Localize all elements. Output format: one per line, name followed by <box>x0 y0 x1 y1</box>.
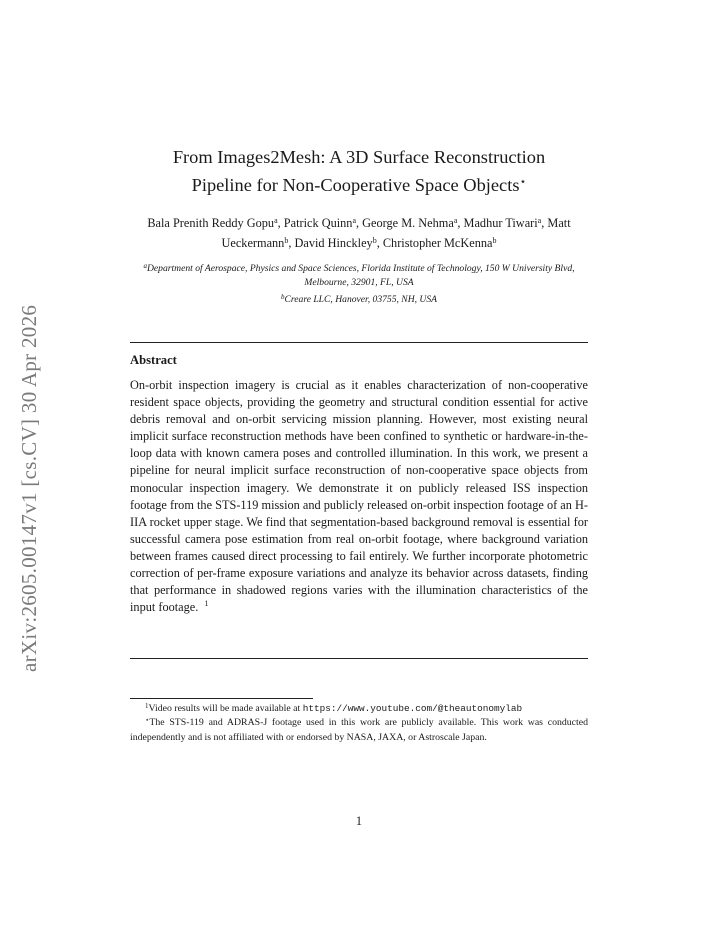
footnotes <box>130 702 588 745</box>
footnote-separator <box>130 698 313 699</box>
title-line-1: From Images2Mesh: A 3D Surface Reconstruction <box>172 147 546 167</box>
affiliations <box>130 259 588 307</box>
author-name: Patrick Quinn <box>283 216 353 230</box>
abstract-bottom-rule <box>130 658 588 659</box>
affiliation-mark: a <box>274 216 278 225</box>
footnote-star <box>130 716 588 745</box>
title-star-mark: ⋆ <box>519 176 527 188</box>
affiliation-b <box>130 290 588 307</box>
author-name: George M. Nehma <box>362 216 454 230</box>
footnote-1 <box>130 702 588 716</box>
affiliation-mark: a <box>143 262 147 270</box>
affiliation-b-text: Creare LLC, Hanover, 03755, NH, USA <box>284 294 438 305</box>
affiliation-mark: b <box>492 236 497 245</box>
footnote-url-link[interactable]: https://www.youtube.com/@theautonomylab <box>302 703 523 714</box>
affiliation-mark: a <box>537 216 542 225</box>
affiliation-a <box>130 259 588 290</box>
affiliation-a-text: Department of Aerospace, Physics and Space Sciences, Florida Institute of Technology, 150 W University Blvd, Melbourne, 32901, FL, USA <box>146 263 575 288</box>
title-line-2-text: Pipeline for Non-Cooperative Space Objects <box>191 175 520 195</box>
abstract-top-rule <box>130 342 588 343</box>
abstract-heading: Abstract <box>130 353 177 367</box>
footnote-mark: 1 <box>145 702 149 710</box>
affiliation-mark: a <box>453 216 458 225</box>
affiliation-mark: a <box>352 216 357 225</box>
author-list: Bala Prenith Reddy Gopu$^a$, Patrick Quinn$^a$, George M. Nehma$^a$, Madhur Tiwari$^a$, Matt Ueckermann$^b$, David Hinckley$^b$, Christopher McKenna$^b$ <box>147 216 571 250</box>
author-name: Bala Prenith Reddy Gopu <box>147 216 275 230</box>
author-name: Christopher McKenna <box>382 236 493 250</box>
title-line-2 <box>130 170 588 198</box>
footnote-1-text: Video results will be made available at <box>148 703 303 714</box>
footnote-mark: ⋆ <box>145 716 150 725</box>
footnote-star-text: The STS-119 and ADRAS-J footage used in this work are publicly available. This work was conducted independently and is not affiliated with or endorsed by NASA, JAXA, or Astroscale Japan. <box>130 717 588 743</box>
author-name: Madhur Tiwari <box>463 216 538 230</box>
author-name: David Hinckley <box>294 236 373 250</box>
footnote-reference: 1 <box>204 599 209 609</box>
author-name: Matt Ueckermann <box>221 216 571 250</box>
affiliation-mark: b <box>372 236 377 245</box>
abstract-text: On-orbit inspection imagery is crucial as it enables characterization of non-cooperative resident space objects, providing the geometry and structural condition essential for active debris removal and on-orbit servicing mission planning. However, most existing neural implicit surface reconstruction methods have been confined to synthetic or hardware-in-the-loop data with known camera poses and controlled illumination. In this work, we present a pipeline for neural implicit surface reconstruction of non-cooperative space objects from monocular inspection imagery. We demonstrate it on publicly released ISS inspection footage from the STS-119 mission and publicly released on-orbit inspection footage of an H-IIA rocket upper stage. We find that segmentation-based background removal is essential for successful camera pose estimation from real on-orbit footage, where background variation between frames caused direct processing to fail entirely. We further incorporate photometric correction of per-frame exposure variations and analyze its behavior across datasets, finding that performance in shadowed regions varies with the illumination characteristics of the input footage. <box>130 378 588 615</box>
arxiv-identifier-stamp: arXiv:2605.00147v1 [cs.CV] 30 Apr 2026 <box>17 304 41 672</box>
paper-title <box>130 145 588 198</box>
abstract-body <box>130 377 588 616</box>
page-number: 1 <box>355 814 363 828</box>
affiliation-mark: b <box>284 236 289 245</box>
affiliation-mark: b <box>280 293 285 301</box>
